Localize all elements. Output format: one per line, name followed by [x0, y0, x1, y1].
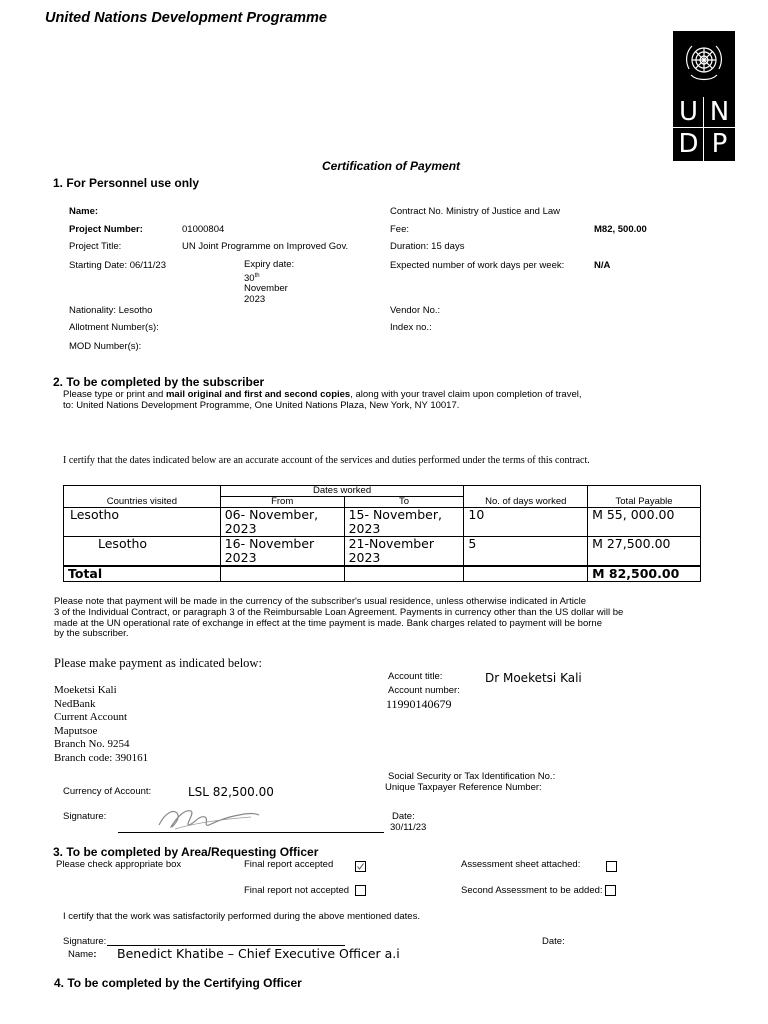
total-cell: M 55, 000.00	[588, 508, 701, 537]
expiry-date: Expiry date: 30th November 2023	[244, 259, 295, 305]
final-accepted-label: Final report accepted	[244, 859, 334, 870]
days-cell: 5	[464, 537, 588, 567]
project-number-label: Project Number:	[69, 224, 143, 235]
ssn-label: Social Security or Tax Identification No.:	[388, 771, 556, 782]
officer-name: Benedict Khatibe – Chief Executive Officer a.i	[117, 946, 400, 961]
officer-signature-label: Signature:	[63, 936, 107, 947]
table-row	[64, 508, 701, 537]
logo-letter-p: P	[711, 129, 728, 159]
currency-label: Currency of Account:	[63, 786, 152, 797]
col-to-header: To	[344, 497, 464, 508]
total-value: M 82,500.00	[588, 566, 701, 582]
signature-label: Signature:	[63, 811, 107, 822]
table-row	[64, 537, 701, 567]
subscriber-address: to: United Nations Development Programme, One United Nations Plaza, New York, NY 10017.	[63, 400, 460, 411]
final-accepted-checkbox[interactable]	[355, 861, 366, 872]
org-name: United Nations Development Programme	[45, 10, 327, 26]
col-total-header: Total Payable	[588, 486, 701, 508]
country-cell: Lesotho	[64, 537, 221, 567]
total-label: Total	[64, 566, 221, 582]
section4-heading: 4. To be completed by the Certifying Officer	[54, 976, 302, 990]
bank-details: Moeketsi Kali NedBank Current Account Maputsoe Branch No. 9254 Branch code: 390161	[54, 684, 149, 764]
form-title: Certification of Payment	[322, 159, 461, 173]
utr-label: Unique Taxpayer Reference Number:	[385, 782, 542, 793]
check-icon	[356, 862, 365, 871]
vendor-label: Vendor No.:	[390, 305, 441, 316]
index-label: Index no.:	[390, 322, 432, 333]
account-title: Dr Moeketsi Kali	[485, 671, 582, 685]
project-number: 01000804	[182, 224, 225, 235]
second-assessment-label: Second Assessment to be added:	[461, 885, 603, 896]
dates-certification: I certify that the dates indicated below are an accurate account of the services and duties performed under the terms of this contract.	[63, 455, 590, 466]
logo-letter-d: D	[678, 129, 699, 159]
workdays-value: N/A	[594, 260, 611, 271]
col-days-header: No. of days worked	[464, 486, 588, 508]
project-title-label: Project Title:	[69, 241, 122, 252]
section3-heading: 3. To be completed by Area/Requesting Officer	[53, 845, 319, 859]
project-title: UN Joint Programme on Improved Gov.	[182, 241, 349, 252]
to-cell: 15- November, 2023	[344, 508, 464, 537]
starting-date: Starting Date: 06/11/23	[69, 260, 166, 271]
officer-date-label: Date:	[542, 936, 565, 947]
total-cell: M 27,500.00	[588, 537, 701, 567]
account-title-label: Account title:	[388, 671, 443, 682]
col-countries-header: Countries visited	[64, 486, 221, 508]
un-emblem-icon	[681, 39, 727, 85]
name-label: Name:	[69, 206, 99, 217]
nationality: Nationality: Lesotho	[69, 305, 153, 316]
section1-heading: 1. For Personnel use only	[53, 176, 200, 190]
contract-number: Contract No. Ministry of Justice and Law	[390, 206, 561, 217]
fee-label: Fee:	[390, 224, 410, 235]
account-number: 11990140679	[386, 697, 452, 711]
allotment-label: Allotment Number(s):	[69, 322, 159, 333]
logo-letter-n: N	[709, 97, 730, 127]
section2-heading: 2. To be completed by the subscriber	[53, 375, 265, 389]
final-not-accepted-checkbox[interactable]	[355, 885, 366, 896]
undp-logo	[673, 31, 735, 161]
final-not-accepted-label: Final report not accepted	[244, 885, 350, 896]
currency-value: LSL 82,500.00	[188, 785, 274, 799]
work-certification: I certify that the work was satisfactorily performed during the above mentioned dates.	[63, 911, 420, 922]
second-assessment-checkbox[interactable]	[605, 885, 616, 896]
table-total-row	[64, 566, 701, 582]
assessment-attached-label: Assessment sheet attached:	[461, 859, 581, 870]
logo-letter-u: U	[678, 97, 699, 127]
payment-note: Please note that payment will be made in the currency of the subscriber's usual residence, unless otherwise indicated in Article 3 of the Individual Contract, or paragraph 3 of the Reimbursable Loan Agreement. Payments in currency other than the US dollar will be made at the UN operational rate of exchange in effect at the time payment is made. Bank charges related to payment will be borne by the subscriber.	[54, 596, 624, 640]
dates-worked-header: Dates worked	[220, 486, 464, 497]
subscriber-instructions: Please type or print and mail original and first and second copies, along with your travel claim upon completion of travel,	[63, 389, 582, 400]
table-header-row	[64, 486, 701, 497]
from-cell: 16- November 2023	[220, 537, 344, 567]
duration: Duration: 15 days	[390, 241, 465, 252]
officer-name-label: Name:	[68, 949, 97, 960]
to-cell: 21-November 2023	[344, 537, 464, 567]
subscriber-date: 30/11/23	[390, 822, 427, 833]
col-from-header: From	[220, 497, 344, 508]
country-cell: Lesotho	[64, 508, 221, 537]
fee-value: M82, 500.00	[594, 224, 647, 235]
check-box-label: Please check appropriate box	[56, 859, 182, 870]
days-cell: 10	[464, 508, 588, 537]
dates-worked-table	[63, 485, 701, 582]
account-number-label: Account number:	[388, 685, 460, 696]
assessment-attached-checkbox[interactable]	[606, 861, 617, 872]
from-cell: 06- November, 2023	[220, 508, 344, 537]
subscriber-date-label: Date:	[392, 811, 415, 822]
subscriber-signature-icon	[155, 803, 265, 833]
workdays-label: Expected number of work days per week:	[390, 260, 565, 271]
payment-heading: Please make payment as indicated below:	[54, 656, 262, 670]
mod-label: MOD Number(s):	[69, 341, 142, 352]
